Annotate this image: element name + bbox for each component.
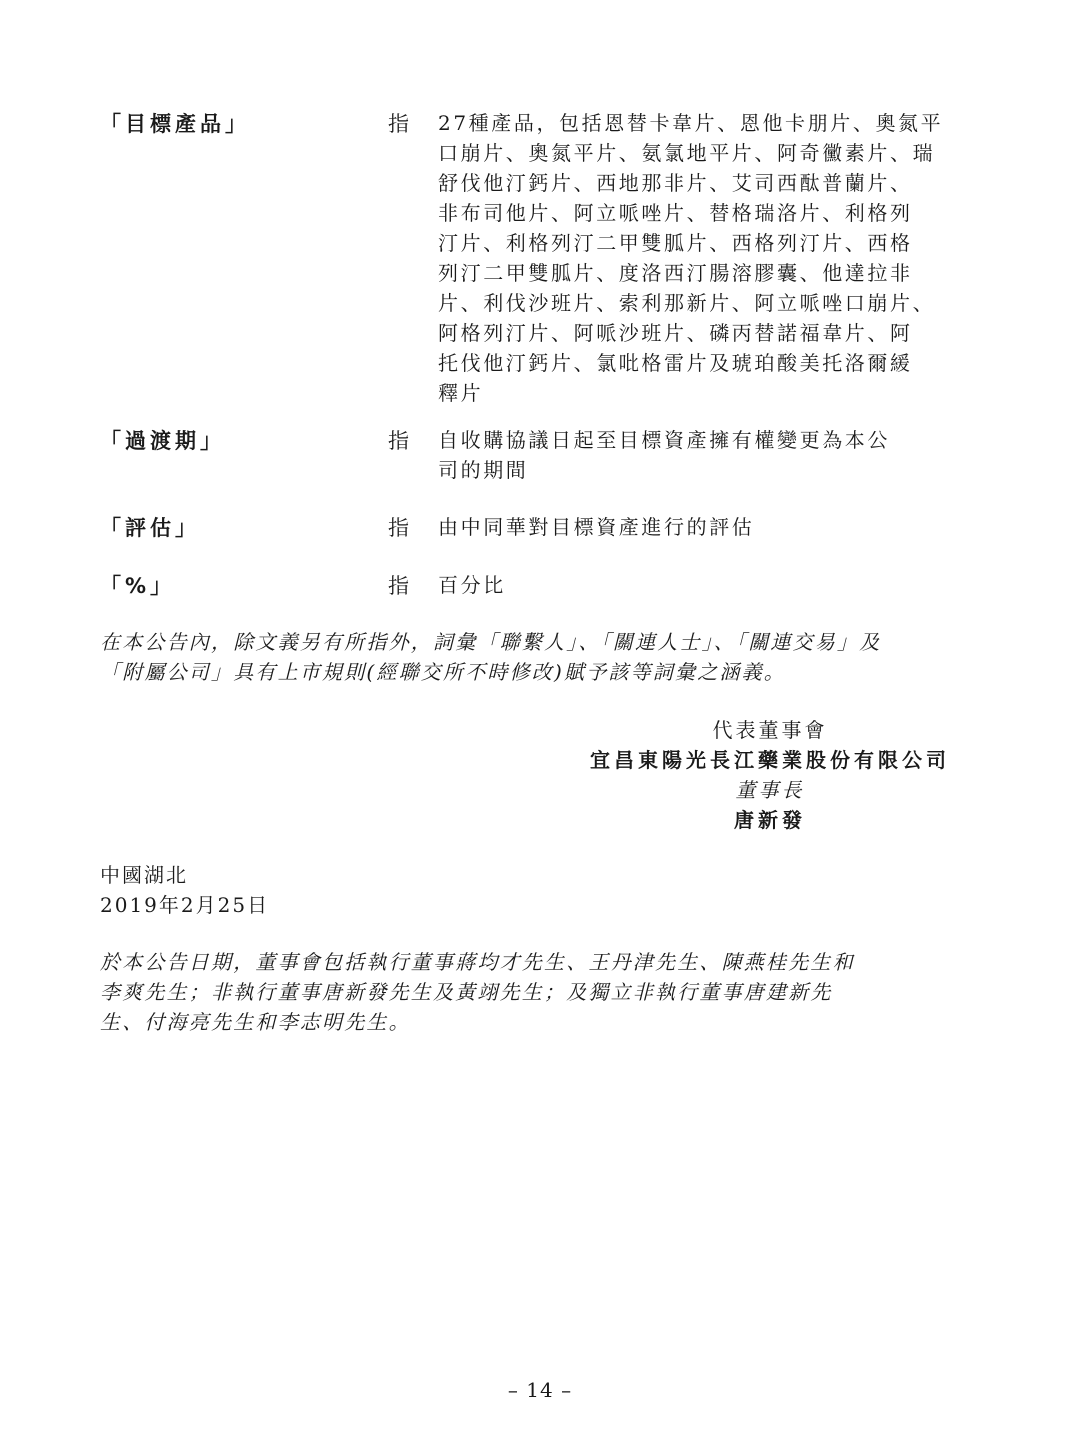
definition-line: 口崩片、奧氮平片、氨氯地平片、阿奇黴素片、瑞 (438, 141, 936, 165)
signature-name: 唐新發 (734, 808, 806, 832)
paragraph-line: 於本公告日期，董事會包括執行董事蔣均才先生、王丹津先生、陳燕桂先生和 (100, 950, 855, 974)
definition-term: 「目標產品」 (100, 112, 250, 136)
definition-body (438, 570, 980, 600)
definition-line: 托伐他汀鈣片、氯吡格雷片及琥珀酸美托洛爾緩 (438, 351, 913, 375)
paragraph-line: 在本公告內，除文義另有所指外，詞彙「聯繫人」、「關連人士」、「關連交易」及 (100, 630, 882, 654)
definition-means: 指 (388, 516, 409, 540)
definition-line: 阿格列汀片、阿哌沙班片、磷丙替諾福韋片、阿 (438, 321, 913, 345)
definition-term: 「評估」 (100, 516, 200, 540)
page-number: – 14 – (507, 1378, 573, 1402)
definition-body (438, 108, 980, 408)
definition-line: 自收購協議日起至目標資產擁有權變更為本公 (438, 428, 890, 452)
definition-term: 「%」 (100, 574, 176, 598)
definition-line: 汀片、利格列汀二甲雙胍片、西格列汀片、西格 (438, 231, 913, 255)
place-date (100, 860, 269, 920)
board-paragraph (100, 947, 980, 1037)
date: 2019年2月25日 (100, 893, 270, 917)
definition-means: 指 (388, 574, 409, 598)
definition-line: 釋片 (438, 381, 484, 405)
definition-term: 「過渡期」 (100, 429, 225, 453)
definition-line: 列汀二甲雙胍片、度洛西汀腸溶膠囊、他達拉非 (438, 261, 913, 285)
signature-block (540, 715, 1000, 835)
interpretation-paragraph (100, 627, 980, 687)
place: 中國湖北 (100, 863, 188, 887)
definition-line: 非布司他片、阿立哌唑片、替格瑞洛片、利格列 (438, 201, 913, 225)
signature-company: 宜昌東陽光長江藥業股份有限公司 (590, 748, 950, 772)
definition-body (438, 425, 980, 485)
definition-line: 百分比 (438, 573, 506, 597)
definition-line: 司的期間 (438, 458, 529, 482)
paragraph-line: 「附屬公司」具有上市規則(經聯交所不時修改)賦予該等詞彙之涵義。 (100, 660, 787, 684)
definition-means: 指 (388, 112, 409, 136)
definition-line: 27種產品，包括恩替卡韋片、恩他卡朋片、奧氮平 (438, 111, 944, 135)
definition-line: 片、利伐沙班片、索利那新片、阿立哌唑口崩片、 (438, 291, 936, 315)
signature-title: 董事長 (735, 778, 805, 802)
paragraph-line: 生、付海亮先生和李志明先生。 (100, 1010, 411, 1034)
definition-line: 舒伐他汀鈣片、西地那非片、艾司西酞普蘭片、 (438, 171, 913, 195)
paragraph-line: 李爽先生；非執行董事唐新發先生及黃翊先生；及獨立非執行董事唐建新先 (100, 980, 833, 1004)
definition-line: 由中同華對目標資產進行的評估 (438, 515, 755, 539)
definition-body (438, 512, 980, 542)
signature-on-behalf: 代表董事會 (712, 718, 828, 742)
definition-means: 指 (388, 429, 409, 453)
